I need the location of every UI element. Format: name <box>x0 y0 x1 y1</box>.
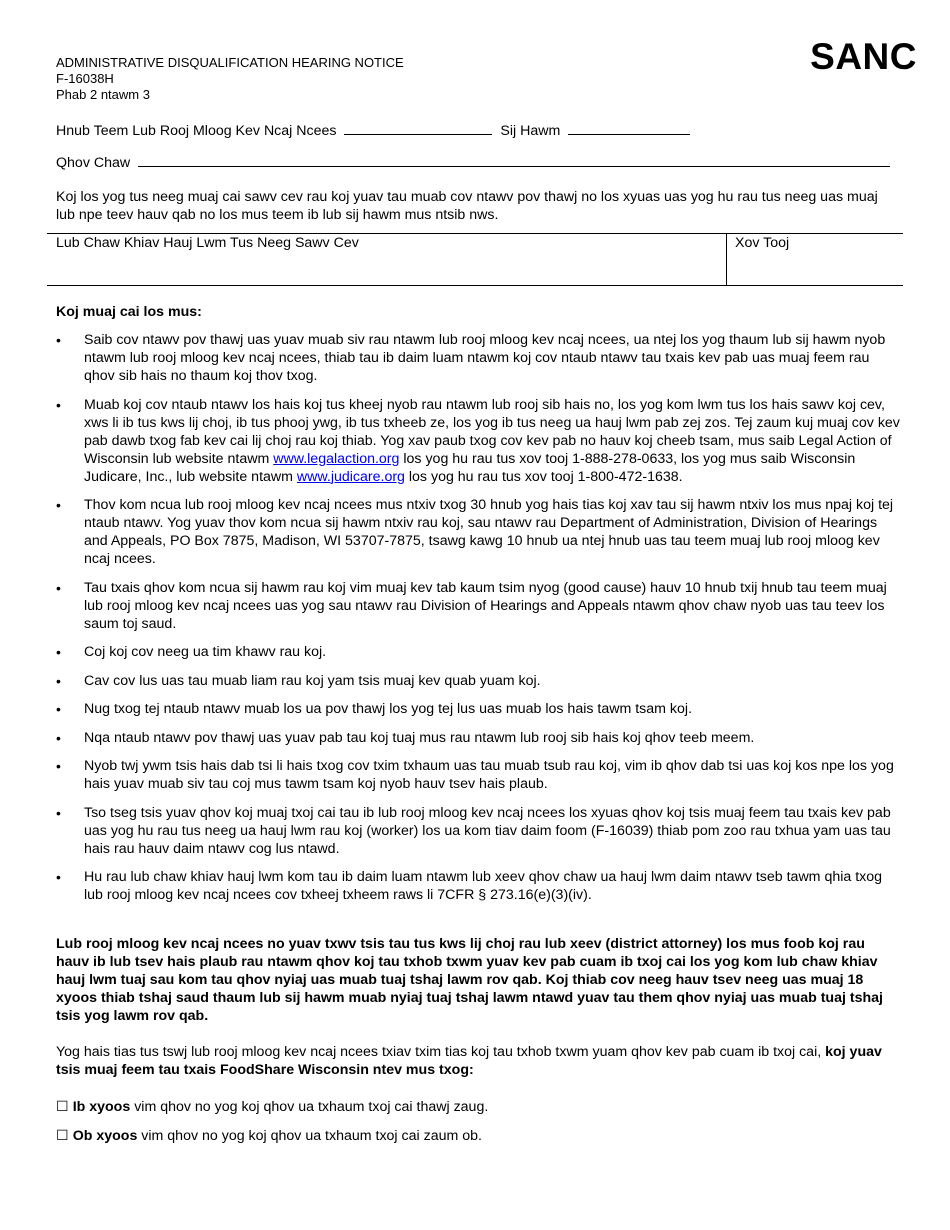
list-item: • Hu rau lub chaw khiav hauj lwm kom tau ib daim luam ntawm lub xeev qhov chaw ua hauj lwm daim ntawv tseb tawm qhia txog lub rooj mloog kev ncaj ncees cov txheej txheem raws li 7CFR § 273.16(e)(3)(iv). <box>56 868 902 904</box>
list-item: • Thov kom ncua lub rooj mloog kev ncaj ncees mus ntxiv txog 30 hnub yog hais tias koj xav tau sij hawm ntxiv los mus npaj koj tej ntaub ntawv. Yog yuav thov kom ncua sij hawm ntxiv rau koj, sau ntawv rau Department of Administration, Division of Hearings and Appeals, PO Box 7875, Madison, WI 53707-7875, tsawg kawg 10 hnub ua ntej hnub uas tau teem muaj lub rooj mloog kev ncaj ncees. <box>56 496 902 568</box>
penalty-paragraph <box>56 1043 898 1079</box>
location-label: Qhov Chaw <box>56 155 131 171</box>
option-two-years <box>56 1128 482 1144</box>
time-label: Sij Hawm <box>500 123 561 139</box>
item-text: Muab koj cov ntaub ntawv los hais koj tus kheej nyob rau ntawm lub rooj sib hais no, los yog kom lwm tus los hais sawv koj cev, xws li ib tus kws lij choj, ib tus phooj ywg, ib tus txheeb ze, los yog ib tus neeg ua hauj lwm pab zej zos. Tej zaum kuj muaj cov kev pab dawb txog fab kev cai lij choj rau koj thiab. Yog xav paub txog cov kev pab no hauv koj cheeb tsam, mus saib Legal Action of Wisconsin lub website ntawm <box>84 396 900 467</box>
location-row <box>56 152 890 171</box>
item-text: los yog hu rau tus xov tooj 1-800-472-1638. <box>404 468 683 485</box>
item-text: los yog hu rau tus xov tooj 1-888-278-0633, los yog mus saib Wisconsin Judicare, Inc., lub website ntawm <box>84 450 856 485</box>
hearing-date-row <box>56 120 690 139</box>
box-divider <box>726 234 727 285</box>
hearing-date-field[interactable] <box>344 120 492 135</box>
option-label: Ob xyoos <box>72 1128 138 1144</box>
list-item: • Saib cov ntawv pov thawj uas yuav muab siv rau ntawm lub rooj mloog kev ncaj ncees, ua ntej los yog thaum lub sij hawm nyob ntawm lub rooj mloog kev ncaj ncees, thiab tau ib daim luam ntawm koj cov ntaub ntawv tau txais kev pab uas muaj feem rau qhov sib hais no thaum koj thov txog. <box>56 331 902 385</box>
list-item: • Tau txais qhov kom ncua sij hawm rau koj vim muaj kev tab kaum tsim nyog (good cause) hauv 10 hnub txij hnub tau teem muaj lub rooj mloog kev ncaj ncees uas yog sau ntawv rau Division of Hearings and Appeals ntawm qhov chaw nyob uas tau teev los saum toj saud. <box>56 579 902 633</box>
warning-paragraph: Lub rooj mloog kev ncaj ncees no yuav txwv tsis tau tus kws lij choj rau lub xeev (district attorney) los mus foob koj rau hauv ib lub tsev hais plaub rau ntawm qhov koj tau txhob txwm yuav kev pab cuam ib txoj cai los yog kom lub chaw khiav hauj lwm tuaj sau kom tau qhov nyiaj uas muab tuaj tshaj lawm rov qab. Koj thiab cov neeg hauv tsev neeg uas muaj 18 xyoos thiab tshaj saud thaum lub sij hawm muab nyiaj tuaj tshaj lawm ntawd yuav tau them qhov nyiaj uas muab tuaj tshaj tsis yog lawm rov qab. <box>56 936 883 1024</box>
list-item: • Nqa ntaub ntawv pov thawj uas yuav pab tau koj tuaj mus rau ntawm lub rooj sib hais koj qhov teeb meem. <box>56 729 902 747</box>
list-item: • Coj koj cov neeg ua tim khawv rau koj. <box>56 643 902 661</box>
list-item: • Tso tseg tsis yuav qhov koj muaj txoj cai tau ib lub rooj mloog kev ncaj ncees los xyuas qhov koj tsis muaj feem tau txais kev pab uas yog hu rau tus neeg ua hauj lwm rau koj (worker) los ua kom tiav daim foom (F-16039) thiab pom zoo rau txhua yam uas tau hais rau hauv daim ntawv cog lus ntawd. <box>56 804 902 858</box>
form-header <box>56 55 404 103</box>
penalty-bold: koj yuav tsis muaj feem tau txais FoodShare Wisconsin ntev mus txog: <box>56 1044 882 1078</box>
contact-box <box>47 233 903 286</box>
option-text: vim qhov no yog koj qhov ua txhaum txoj cai thawj zaug. <box>130 1099 489 1115</box>
time-field[interactable] <box>568 120 690 135</box>
penalty-text: Yog hais tias tus tswj lub rooj mloog kev ncaj ncees txiav txim tias koj tau txhob txwm yuam qhov kev pab cuam ib txoj cai, <box>56 1044 826 1060</box>
list-item: • Cav cov lus uas tau muab liam rau koj yam tsis muaj kev quab yuam koj. <box>56 672 902 690</box>
form-number: F-16038H <box>56 71 114 86</box>
judicare-link[interactable]: www.judicare.org <box>296 468 405 485</box>
agency-label: Lub Chaw Khiav Hauj Lwm Tus Neeg Sawv Cev <box>56 235 359 251</box>
program-label: SANC <box>810 36 917 77</box>
option-text: vim qhov no yog koj qhov ua txhaum txoj cai zaum ob. <box>137 1128 482 1144</box>
legalaction-link[interactable]: www.legalaction.org <box>273 450 400 467</box>
checkbox-one-year[interactable]: ☐ <box>56 1099 69 1115</box>
list-item <box>56 396 902 486</box>
hearing-date-label: Hnub Teem Lub Rooj Mloog Kev Ncaj Ncees <box>56 123 337 139</box>
option-one-year <box>56 1099 488 1115</box>
rights-list <box>56 331 902 915</box>
rights-heading: Koj muaj cai los mus: <box>56 304 202 320</box>
option-label: Ib xyoos <box>72 1099 131 1115</box>
list-item: • Nug txog tej ntaub ntawv muab los ua pov thawj los yog tej lus uas muab los hais tawm tsam koj. <box>56 700 902 718</box>
location-field[interactable] <box>138 152 890 167</box>
list-item: • Nyob twj ywm tsis hais dab tsi li hais txog cov txim txhaum uas tau muab tsub rau koj, vim ib qhov dab tsi uas koj kos npe los yog hais yuav muab siv tau coj mus tawm tsam koj nyob hauv tsev hais plaub. <box>56 757 902 793</box>
intro-paragraph: Koj los yog tus neeg muaj cai sawv cev rau koj yuav tau muab cov ntawv pov thawj no los xyuas uas yog hu rau tus neeg uas muaj lub npe teev hauv qab no los mus teem ib lub sij hawm mus ntsib nws. <box>56 189 878 223</box>
form-title: ADMINISTRATIVE DISQUALIFICATION HEARING NOTICE <box>56 55 404 70</box>
page-number: Phab 2 ntawm 3 <box>56 87 150 102</box>
checkbox-two-years[interactable]: ☐ <box>56 1128 69 1144</box>
phone-label: Xov Tooj <box>735 235 790 251</box>
